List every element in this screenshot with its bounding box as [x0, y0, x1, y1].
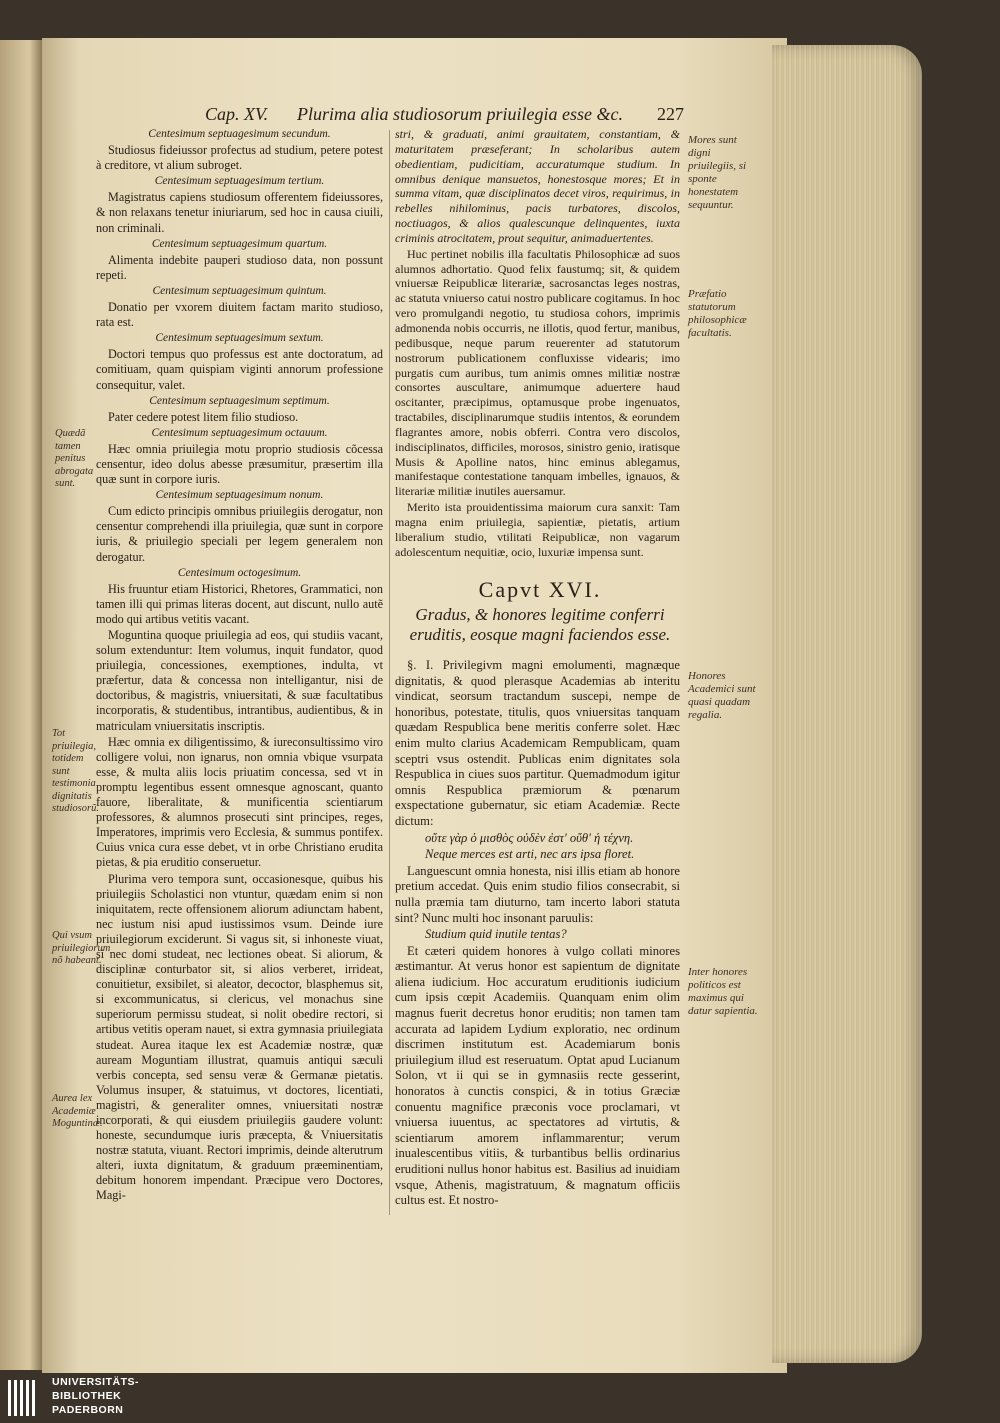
margin-note-right-2: Præfatio statutorum philosophicæ facultatis. [688, 288, 747, 339]
right-column-bottom [395, 658, 680, 1210]
paragraph: Doctori tempus quo professus est ante doctoratum, ad comitiuam, quam quispiam viginti annorum professione consequitur, valet. [96, 347, 383, 392]
library-logo-line2: BIBLIOTHEK [52, 1390, 122, 1402]
section-heading: Centesimum octogesimum. [177, 566, 302, 579]
paragraph: Hæc omnia ex diligentissimo, & iureconsultissimo viro colligere volui, non ignarus, non omnia vbique vsurpata esse, & multa aliis locis priuatim concessa, sed vt in promptu legentibus essent omnesque agnoscant, quanto fauore, liberalitate, & munificentia scientiarum professores, & alumnos prosecuti sint principes, reges, Imperatores, imprimis vero Ecclesia, & summus pontifex. Cuius vnica cura esse debet, vt in orbe Christiano erudita pietas, & pia eruditio conseruetur. [96, 734, 383, 870]
section-heading: Centesimum septuagesimum tertium. [154, 175, 325, 188]
section-heading: Centesimum septuagesimum quartum. [151, 237, 328, 250]
section-heading: Centesimum septuagesimum secundum. [148, 128, 331, 140]
chapter-heading: Capvt XVI. [478, 577, 602, 602]
paragraph: §. I. Privilegivm magni emolumenti, magnæque dignitatis, & quod plerasque Academias ab interitu vindicat, seorsum tractandum suscepi, nempe de honoribus, potestate, titulis, quos vniuersitas tanquam quædam Respublica bene meritis conferre solet. Hæc enim multo clarius Academicam Rempublicam, quam sceptri vsus ostendit. Publicas enim dignitates sola Respublica in ciues suos partitur. Quemadmodum igitur omnis Respublica præmiorum & pœnarum exspectatione gubernatur, sic etiam Academiæ. Recte dictum: [395, 658, 680, 828]
left-column [96, 127, 383, 1205]
page-number: 227 [657, 104, 684, 124]
header-title: Plurima alia studiosorum priuilegia esse &c. [297, 104, 623, 124]
column-rule [389, 130, 390, 1215]
section-heading: Centesimum septuagesimum quintum. [152, 284, 327, 297]
paragraph: Plurima vero tempora sunt, occasionesque, quibus his priuilegiis Scholastici non vtuntur, quædam enim si non iniquitatem, recte offensionem aliorum adiunctam habent, nec iustum nisi apud iustissimos vsum. Deinde iure priuilegiorum exciderunt. Si vagus sit, si inhoneste viuat, si nec domi studeat, nec lectiones obeat. Si aliorum, & disciplinæ conturbator sit, si alios verberet, irrideat, conuitietur, exsibilet, si aleator, decoctor, blasphemus sit, si excommunicatus, si clericus, vel monachus sine superiorum permissu studeat, si nolit obedire rectori, si artibus vetitis operam nauet, si extra gymnasia priuilegiata studeat. Aurea itaque lex est Academiæ nostræ, quæ auream Moguntiam illustrat, quamuis antiqui sæculi verbis concepta, sed sensu veræ & Germanæ pietatis. Volumus insuper, & statuimus, vt doctores, licentiati, magistri, & generaliter omnes, vniuersitati nostræ incorporati, & qui eiusdem priuilegiis gaudere volunt: honeste, secundumque iuris præcepta, & Vniuersitatis nostræ statuta, viuant. Rectori imprimis, deinde alterutrum alteri, iuxta dignitatum, & graduum præeminentiam, debitum honorem impendant. Præcipue vero Doctores, Magi- [96, 871, 383, 1203]
paragraph: His fruuntur etiam Historici, Rhetores, Grammatici, non tamen illi qui primas literas docent, aut discunt, nullo autẽ modo qui artibus vetitis vacant. [96, 581, 383, 626]
section-heading: Centesimum septuagesimum octauum. [151, 426, 328, 439]
paragraph: Donatio per vxorem diuitem factam marito studioso, rata est. [96, 300, 383, 330]
running-header [205, 104, 684, 128]
margin-note-right-3: Honores Academici sunt quasi quadam regalia. [688, 670, 756, 721]
margin-note-left-2: Tot priuilegia, totidem sunt testimonia dignitatis studiosorũ. [52, 728, 99, 814]
margin-note-left-1: Quædã tamen penitus abrogata sunt. [55, 428, 94, 489]
header-chapter: Cap. XV. [205, 104, 269, 124]
margin-note-left-4: Aurea lex Academiæ Moguntinæ. [52, 1093, 103, 1129]
library-logo-line3: PADERBORN [52, 1404, 124, 1416]
paragraph: Huc pertinet nobilis illa facultatis Philosophicæ ad suos alumnos adhortatio. Quod felix faustumq; sit, & quidem vniuersæ Reipublicæ literariæ, sacrosanctas leges nostras, ac statuta vniuerso catui nostro publicare cogitamus. In hoc vero promulgandi negotio, tu studiosa cohors, imprimis admonenda nobis occurris, ne illotis, quod fertur, manibus, pedibusque, neque parum reuerenter ad statutorum nostrorum publicationem confluxisse videaris; imo purgatis cum auribus, tum animis omnes militiæ nostræ consortes auscultare, animumque aduertere haud oscitanter, præcipimus, optamusque probe ingenuatos, tractabiles, disciplinarumque studiis intentos, & eorundem flagrantes amore, nobis obferri. Contra vero discolos, indisciplinatos, difficiles, morosos, sinistro genio, iratisque Musis & Apolline natos, hinc eminus ablegamus, manifestaque contestatione tanquam imbelles, ignauos, & literariæ militiæ inutiles auersamur. [395, 246, 680, 499]
paragraph: Languescunt omnia honesta, nisi illis etiam ab honore pretium accedat. Quis enim studio filios consecrabit, si nulla præmia tam diuturno, tam incerto labori statuta sint? Nunc multi hoc insonant paruulis: [395, 863, 680, 925]
right-column-top [395, 127, 680, 560]
paragraph: stri, & graduati, animi grauitatem, constantiam, & maturitatem præseferant; In scholaribus autem obedientiam, pudicitiam, accuratumque studium. In omnibus denique mansuetos, honestosque mores; Et in summa vitam, quæ disciplinatos decet viros, requirimus, in rebelles nihilominus, pacis turbatores, discolos, noctiuagos, & alios qualescunque delinquentes, iuxta criminis atrocitatem, prout sequitur, animaduertentes. [395, 127, 680, 245]
paragraph: Pater cedere potest litem filio studioso. [108, 409, 299, 424]
quotation: Studium quid inutile tentas? [425, 927, 567, 942]
paragraph: Alimenta indebite pauperi studioso data, non possunt repeti. [96, 252, 383, 282]
margin-note-left-3: Qui vsum priuilegiorum nõ habeant. [52, 930, 111, 966]
paragraph: Et cæteri quidem honores à vulgo collati minores æstimantur. At verus honor est sapientum de dignitate aliena iudicium. Hoc accuratum eruditionis iudicium cum ipsis cœpit Academiis. Quanquam enim olim magnus fuerit decretus honor eruditis; non tamen tam accurata ad lapidem Lydium exploratio, nec ordinum discrimen institutum est. Academiarum bonis priuilegium illud est reseruatum. Optat apud Lucianum Solon, vt ii qui se in gymnasiis recte gesserint, honoratos à cunctis conspici, & in totius Græciæ conuentu magnifice præconis voce proclamari, vt vniuersa iuuentus, ac spectatores ad virtutis, & scientiarum amorem inflammarentur; verum inualescentibus vitiis, & turbantibus bellis ordinarius eruditioni nullus honor habitus est. Basilius ad inuidiam vsque, Athenis, magistratuum, & magnatum officiis cultus est. Et nostro- [395, 943, 680, 1208]
margin-note-right-1: Mores sunt digni priuilegiis, si sponte honestatem sequuntur. [688, 134, 747, 211]
library-logo-line1: UNIVERSITÄTS- [52, 1376, 140, 1388]
quotation: Neque merces est arti, nec ars ipsa floret. [425, 847, 635, 862]
paragraph: Hæc omnia priuilegia motu proprio studiosis cõcessa censentur, ideo dolus abesse præsumitur, præsertim illa quæ sunt in corpore iuris. [96, 441, 383, 487]
library-logo [0, 1370, 160, 1423]
left-page-edge [0, 40, 42, 1370]
paragraph: Magistratus capiens studiosum offerentem fideiussores, & non relaxans tenetur iniuriarum, sed hoc in causa ciuili, non criminali. [96, 190, 383, 235]
page-edges [772, 45, 922, 1363]
paragraph: Merito ista prouidentissima maiorum cura sanxit: Tam magna enim priuilegia, sapientiæ, pietatis, artium liberalium studio, vtilitati Reipublicæ, non vagarum adolescentum nequitiæ, ocio, luxuriæ impensa sunt. [395, 500, 680, 559]
margin-note-right-4: Inter honores politicos est maximus qui datur sapientia. [688, 966, 758, 1017]
section-heading: Centesimum septuagesimum septimum. [149, 394, 330, 407]
section-heading: Centesimum septuagesimum sextum. [155, 332, 324, 345]
quotation: οὔτε γὰρ ὁ μισθὸς οὐδὲν ἐστ' οὔθ' ἡ τέχνη. [425, 830, 634, 845]
paragraph: Cum edicto principis omnibus priuilegiis derogatur, non censentur comprehendi illa priuilegia, quæ sunt in corpore iuris, & priuilegio speciali per legem generalem non derogatur. [96, 504, 383, 564]
section-heading: Centesimum septuagesimum nonum. [155, 489, 324, 502]
paragraph: Moguntina quoque priuilegia ad eos, qui studiis vacant, solum extenduntur: Item volumus, inquit fundator, quod priuilegia, concessiones, exemptiones, indulta, vt præfertur, data & concessa non intelligantur, nisi de doctoribus, & magistris, vniuersitati, & suæ facultatibus incorporatis, & studentibus, intrantibus, audientibus, & in matriculam vniuersitatis inscriptis. [96, 628, 383, 733]
library-logo-mark-icon [8, 1380, 38, 1421]
paragraph: Studiosus fideiussor profectus ad studium, petere potest à creditore, vt alium subroget. [96, 143, 383, 173]
chapter-subtitle: Gradus, & honores legitime conferri eruditis, eosque magni faciendos esse. [409, 605, 671, 644]
